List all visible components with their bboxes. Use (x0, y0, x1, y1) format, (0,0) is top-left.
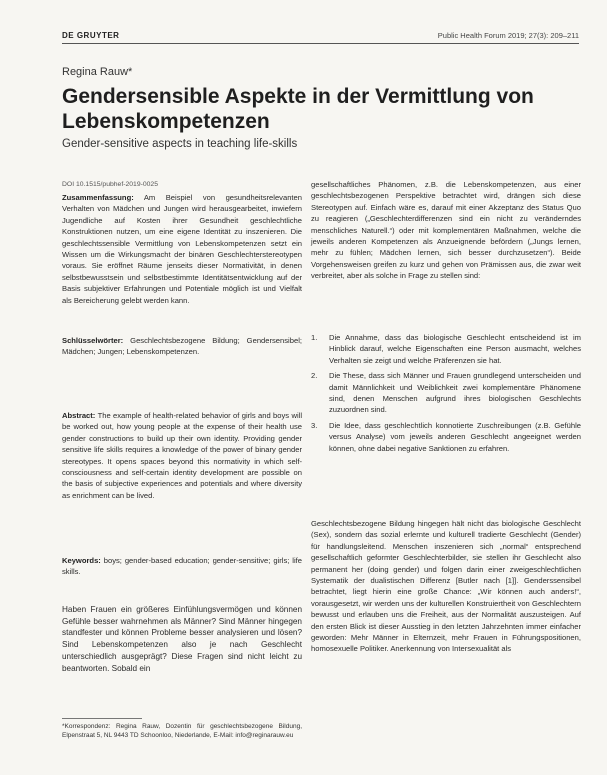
abstract-german-text: Am Beispiel von gesundheitsrelevanten Verhalten von Mädchen und Jungen wird herausgearbeitet, inwiefern Jugendliche auf Kosten ihrer Gesundheit geschlechtliche Konstruktionen nutzen, um eine eigene Identität zu inszenieren. Die geschlechtssensible Vermittlung von Lebenskompetenzen setzt ein Wissen um die Wirkungsmacht der binären Geschlechterstereotypen voraus. Sie eröffnet Räume jenseits dieser Normativität, in denen selbstbewusstsein und selbstbestimmte Identitätsentwicklung auf der Basis subjektiver Erfahrungen und Potentiale möglich ist und Vielfalt als Bereicherung gelebt werden kann. (62, 193, 302, 305)
list-text: Die Annahme, dass das biologische Geschlecht entscheidend ist im Hinblick darauf, welche Eigenschaften eine Person ausmacht, welches Verhalten sie zeigt und welche Präferenzen sie hat. (329, 333, 581, 365)
body-text-left (62, 604, 302, 674)
article-subtitle: Gender-sensitive aspects in teaching life-skills (62, 138, 298, 150)
keywords-german (62, 335, 302, 358)
list-text: Die Idee, dass geschlechtlich konnotierte Zuschreibungen (z.B. Gefühle versus Analyse) vom jeweils anderen Geschlecht angeeignet werden können, ohne dabei negative Sanktionen zu erfahren. (329, 420, 581, 453)
list-number: 3. (311, 420, 318, 430)
header-rule (62, 43, 579, 44)
keywords-german-label: Schlüsselwörter: (62, 336, 124, 345)
article-title: Gendersensible Aspekte in der Vermittlung von Lebenskompetenzen (62, 85, 534, 133)
body-paragraph: gesellschaftliches Phänomen, z.B. die Lebenskompetenzen, aus einer geschlechtsbezogenen Perspektive betrachtet wird, drängen sich diese Stereotypen auf. Einfach wäre es, darauf mit einer Akzeptanz des Status Quo zu reagieren („Geschlechterdifferenzen sind ein nicht zu veränderndes menschliches Naturell.“) oder mit komplementären Maßnahmen, welche die jeweils anderen Kompetenzen als Anzueignende befördern („Jungs lernen, mehr zu fühlen; Mädchen lernen, sich besser durchzusetzen“). Beide Vorgehensweisen greifen zu kurz und gehen von Prämissen aus, die zwar weit verbreitet, aber als solche in Frage zu stellen sind: (311, 180, 581, 281)
abstract-german-label: Zusammenfassung: (62, 193, 134, 202)
body-text-right-intro (311, 179, 581, 282)
body-paragraph: Haben Frauen ein größeres Einfühlungsvermögen und können Gefühle besser wahrnehmen als Männer? Sind Männer hingegen standfester und können Probleme besser analysieren und lösen? Sind Lebenskompetenzen also je nach Geschlecht unterschiedlich ausgeprägt? Diese Fragen sind nicht leicht zu beantworten. Sobald ein (62, 605, 302, 673)
list-item (311, 332, 581, 366)
keywords-german-text: Geschlechtsbezogene Bildung; Gendersensibel; Mädchen; Jungen; Lebenskompetenzen. (62, 336, 302, 357)
body-text-right-closing (311, 518, 581, 655)
abstract-english-label: Abstract: (62, 411, 96, 420)
correspondence-footnote: *Korrespondenz: Regina Rauw, Dozentin für geschlechtsbezogene Bildung, Elpenstraat 5, NL 9443 TD Schoonloo, Niederlande, E-Mail: info@reginarauw.eu (62, 723, 302, 740)
journal-reference: Public Health Forum 2019; 27(3): 209–211 (437, 31, 579, 40)
list-item (311, 370, 581, 416)
abstract-english-text: The example of health-related behavior of girls and boys will be worked out, how young people at the expense of their health use gender constructions to build up their own identity. Providing gender sensitive life skills requires a knowledge of the power of binary gender stereotypes. It opens spaces beyond this normativity in which self-consciousness and self-certain identity development are possible on the basis of subjective experiences and potentials and where diversity as enrichment can be lived. (62, 411, 303, 500)
keywords-english-label: Keywords: (62, 556, 101, 565)
abstract-english (62, 410, 302, 501)
abstract-german (62, 192, 302, 306)
list-number: 2. (311, 371, 318, 381)
list-text: Die These, dass sich Männer und Frauen grundlegend unterscheiden und damit Männlichkeit und Weiblichkeit zwei komplementäre Phänomene sind, denen Menschen aufgrund ihres biologischen Geschlechts zuzuordnen sind. (329, 371, 581, 415)
publisher-brand: DE GRUYTER (62, 31, 120, 40)
footnote-separator (62, 718, 142, 719)
keywords-english-text: boys; gender-based education; gender-sensitive; girls; life skills. (62, 556, 302, 577)
list-item (311, 420, 581, 454)
author-name: Regina Rauw* (62, 66, 133, 78)
doi: DOI 10.1515/pubhef-2019-0025 (62, 181, 158, 188)
list-number: 1. (311, 333, 318, 342)
premise-list (311, 332, 581, 458)
keywords-english (62, 555, 302, 578)
body-paragraph: Geschlechtsbezogene Bildung hingegen hält nicht das biologische Geschlecht (Sex), sondern das sozial erlernte und kulturell tradierte Geschlecht (Gender) für handlungsleitend. Menschen inszenieren sich „normal“ entsprechend gesellschaftlich geformter Geschlechterbilder, sie stellen ihr Geschlecht also permanent her (doing gender) und folgen darin einer zweigeschlechtlichen Systematik der dualistischen Differenz [Butler nach [1]]. Genderssensibel betrachtet, liegt hierin eine große Chance: „Wir können auch anders!“, vorausgesetzt, wir werden uns der kulturellen Konstruiertheit von Geschlechtern bewusst und erlauben uns die Freiheit, aus der Normalität auszusteigen. Auf den ersten Blick ist dieser Ausstieg in den letzten Jahrzehnten immer einfacher geworden: Mehr Männer in Elternzeit, mehr Frauen in Führungspositionen, homosexuelle Politiker. Anerkennung von Intersexualität als (311, 519, 581, 654)
